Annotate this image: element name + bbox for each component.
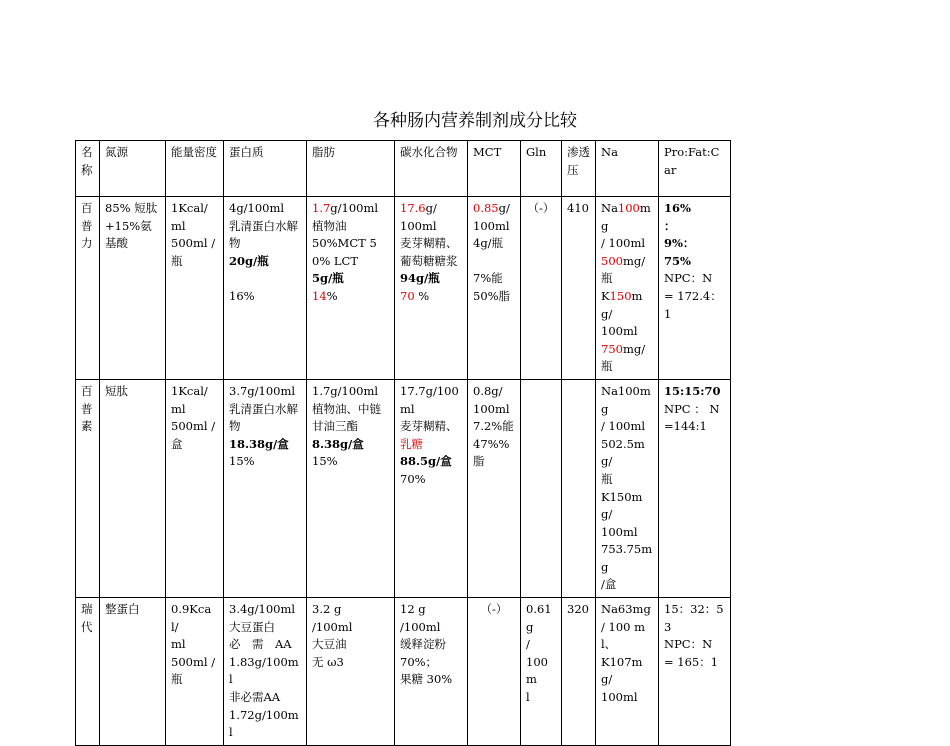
- table-cell: [596, 598, 659, 746]
- cell-line: [312, 619, 389, 637]
- cell-line: [171, 418, 218, 453]
- cell-text: 整蛋白: [105, 602, 140, 617]
- cell-line: [601, 418, 653, 436]
- document-title: 各种肠内营养制剂成分比较: [373, 111, 577, 131]
- cell-text: /100ml: [312, 619, 353, 634]
- cell-line: [400, 601, 462, 619]
- cell-line: [312, 401, 389, 436]
- table-cell: [307, 379, 395, 597]
- table-cell: [562, 598, 596, 746]
- table-cell: [659, 197, 731, 380]
- table-cell: [659, 598, 731, 746]
- cell-text: Na63mg / 100 ml、: [601, 602, 651, 652]
- table-cell: [521, 379, 562, 597]
- header-cell: 能量密度: [166, 141, 224, 197]
- cell-text: 3.2 g: [312, 602, 342, 617]
- table-cell: [166, 197, 224, 380]
- cell-text: 大豆蛋白: [229, 619, 275, 634]
- cell-line: [105, 601, 160, 619]
- cell-text: 非必需AA: [229, 690, 281, 705]
- cell-line: [601, 576, 653, 594]
- cell-line: [312, 235, 389, 270]
- cell-line: [526, 601, 556, 636]
- cell-text: 大豆油: [312, 637, 347, 652]
- cell-text: 94g/瓶: [400, 271, 440, 286]
- cell-text: 无 ω3: [312, 654, 344, 669]
- cell-line: [601, 383, 653, 418]
- cell-text: %: [414, 288, 430, 303]
- cell-text: （-）: [480, 602, 508, 617]
- cell-line: [229, 253, 301, 271]
- cell-line: [229, 453, 301, 471]
- cell-line: [400, 270, 462, 288]
- cell-line: [601, 436, 653, 471]
- cell-text: 瓶: [601, 471, 613, 486]
- cell-line: [601, 471, 653, 489]
- cell-line: [400, 418, 462, 436]
- cell-line: [229, 288, 301, 306]
- cell-text: 15:15:70: [664, 383, 721, 398]
- cell-line: [312, 200, 389, 218]
- cell-line: [601, 253, 653, 288]
- table-header-row: [76, 141, 731, 197]
- cell-text: 100ml: [601, 690, 638, 705]
- cell-line: [601, 654, 653, 689]
- cell-text: 3.7g/100ml: [229, 383, 296, 398]
- cell-line: [473, 401, 515, 419]
- cell-text: 5g/瓶: [312, 271, 344, 286]
- cell-text: K150mg/: [601, 489, 643, 522]
- cell-text: ml: [171, 637, 186, 652]
- cell-line: [171, 636, 218, 654]
- cell-text: / 100ml: [601, 419, 646, 434]
- cell-text: NPC ： N =144:1: [664, 401, 720, 434]
- cell-line: [601, 235, 653, 253]
- cell-text: 0.9Kcal/: [171, 602, 212, 634]
- cell-line: [473, 235, 515, 253]
- cell-line: [664, 636, 725, 671]
- table-cell: [521, 197, 562, 380]
- header-cell: 氮源: [100, 141, 166, 197]
- cell-text: 100ml: [400, 218, 437, 233]
- cell-line: [400, 383, 462, 418]
- cell-text: 70%；: [400, 654, 438, 669]
- cell-line: [400, 471, 462, 489]
- cell-line: [171, 383, 218, 418]
- cell-text: 502.5mg/: [601, 436, 645, 469]
- cell-text: 500ml / 瓶: [171, 654, 216, 687]
- cell-line: [473, 601, 515, 619]
- cell-line: [601, 341, 653, 376]
- cell-text: 1.72g/100ml: [229, 707, 299, 740]
- cell-line: [400, 654, 462, 672]
- header-cell: Gln: [521, 141, 562, 197]
- cell-line: [601, 689, 653, 707]
- cell-text: 0.8g/: [473, 383, 503, 398]
- table-cell: [596, 197, 659, 380]
- cell-text: 100ml: [473, 401, 510, 416]
- cell-line: [229, 200, 301, 218]
- table-cell: [468, 598, 521, 746]
- cell-line: [400, 200, 462, 218]
- cell-line: [312, 218, 389, 236]
- cell-line: [473, 270, 515, 288]
- cell-line: [664, 601, 725, 636]
- highlighted-value: 150: [609, 288, 632, 303]
- cell-text: 18.38g/盒: [229, 436, 289, 451]
- cell-line: [312, 654, 389, 672]
- header-cell: 脂肪: [307, 141, 395, 197]
- table-cell: [307, 598, 395, 746]
- cell-text: 9%：: [664, 236, 695, 251]
- cell-line: [400, 436, 462, 454]
- table-cell: [307, 197, 395, 380]
- cell-text: 短肽: [105, 383, 128, 398]
- cell-line: [473, 418, 515, 436]
- cell-text: 50%MCT 50% LCT: [312, 236, 377, 268]
- cell-text: 3.4g/100ml: [229, 602, 296, 617]
- cell-text: mg/瓶: [601, 253, 646, 286]
- cell-line: [171, 235, 218, 270]
- cell-line: [229, 601, 301, 619]
- cell-line: [229, 270, 301, 288]
- cell-text: 753.75mg: [601, 542, 653, 574]
- cell-line: [171, 200, 218, 235]
- highlighted-value: 100: [617, 201, 640, 215]
- cell-text: /: [526, 637, 530, 652]
- cell-text: g/: [425, 201, 437, 215]
- cell-line: [526, 200, 556, 218]
- cell-text: 植物油: [312, 218, 347, 233]
- cell-text: 320: [567, 602, 589, 617]
- cell-text: 50%脂: [473, 288, 511, 303]
- highlighted-value: 1.7: [312, 201, 331, 215]
- table-cell: [166, 379, 224, 597]
- cell-line: [664, 200, 725, 235]
- cell-line: [400, 619, 462, 637]
- cell-text: mg/瓶: [601, 341, 646, 374]
- cell-text: g/: [498, 201, 510, 215]
- table-cell: [562, 197, 596, 380]
- cell-text: NPC：N = 172.4：1: [664, 271, 722, 321]
- cell-text: 植物油、中链甘油三酯: [312, 401, 381, 434]
- cell-text: 15%: [229, 454, 255, 469]
- cell-text: 麦芽糊精、: [400, 419, 458, 434]
- header-cell: 名称: [76, 141, 100, 197]
- cell-line: [664, 270, 725, 323]
- cell-line: [601, 323, 653, 341]
- highlighted-value: 14: [312, 288, 327, 303]
- cell-line: [312, 270, 389, 288]
- cell-line: [526, 383, 556, 401]
- cell-text: 7%能: [473, 271, 503, 286]
- cell-text: K107mg/: [601, 654, 643, 687]
- cell-text: 17.7g/100ml: [400, 383, 459, 416]
- highlighted-value: 乳糖: [400, 436, 423, 451]
- cell-text: 12 g: [400, 602, 426, 617]
- cell-text: 500ml / 盒: [171, 419, 216, 451]
- cell-line: [664, 235, 725, 253]
- cell-line: [229, 689, 301, 707]
- cell-line: [473, 200, 515, 218]
- cell-line: [664, 383, 725, 401]
- cell-line: [105, 383, 160, 401]
- cell-line: [171, 601, 218, 636]
- highlighted-value: 70: [400, 288, 415, 303]
- cell-line: [229, 707, 301, 742]
- cell-text: 100ml: [473, 218, 510, 233]
- cell-line: [526, 636, 556, 654]
- cell-line: [601, 541, 653, 576]
- table-cell: [596, 379, 659, 597]
- cell-line: [312, 383, 389, 401]
- highlighted-value: 0.85: [473, 201, 499, 215]
- highlighted-value: 17.6: [400, 201, 426, 215]
- cell-line: [312, 436, 389, 454]
- cell-line: [526, 689, 556, 707]
- cell-line: [400, 288, 462, 306]
- header-cell: 碳水化合物: [395, 141, 468, 197]
- cell-text: 70%: [400, 471, 426, 486]
- cell-text: 必 需 AA: [229, 637, 292, 652]
- cell-text: l: [526, 690, 530, 705]
- cell-text: Na100mg: [601, 383, 651, 416]
- table-cell: [395, 197, 468, 380]
- cell-text: 0.61g: [526, 602, 552, 634]
- table-row: [76, 379, 731, 597]
- cell-text: 75%: [664, 253, 691, 268]
- table-cell: [100, 598, 166, 746]
- cell-text: 16%: [229, 288, 255, 303]
- cell-line: [601, 601, 653, 654]
- cell-line: [601, 288, 653, 323]
- cell-text: 100ml: [601, 324, 638, 339]
- cell-text: mg: [601, 201, 651, 233]
- cell-line: [400, 235, 462, 270]
- cell-text: 果糖 30%: [400, 672, 453, 687]
- cell-line: [473, 288, 515, 306]
- cell-text: 麦芽糊精、葡萄糖糖浆: [400, 236, 458, 268]
- cell-text: 47%%脂: [473, 436, 510, 469]
- cell-line: [312, 601, 389, 619]
- cell-text: / 100ml: [601, 236, 646, 251]
- table-body: [76, 141, 731, 746]
- cell-text: K: [601, 288, 610, 303]
- cell-line: [601, 200, 653, 235]
- cell-text: g/100ml: [330, 201, 379, 215]
- cell-text: 缓释淀粉: [400, 637, 446, 652]
- table-cell: [166, 598, 224, 746]
- cell-text: Na: [601, 201, 618, 215]
- cell-line: [229, 383, 301, 401]
- cell-text: 100m: [526, 654, 548, 687]
- cell-line: [664, 401, 725, 436]
- cell-line: [229, 218, 301, 253]
- cell-line: [601, 524, 653, 542]
- cell-text: NPC：N = 165：1: [664, 637, 719, 669]
- header-cell: 蛋白质: [224, 141, 307, 197]
- cell-line: [171, 654, 218, 689]
- product-name-cell: 百普素: [76, 379, 100, 597]
- cell-text: 500ml / 瓶: [171, 236, 216, 268]
- header-cell: MCT: [468, 141, 521, 197]
- cell-line: [567, 383, 590, 401]
- cell-line: [400, 636, 462, 654]
- table-cell: [224, 197, 307, 380]
- cell-line: [473, 436, 515, 471]
- header-cell: Pro:Fat:Car: [659, 141, 731, 197]
- cell-text: /盒: [601, 577, 617, 592]
- highlighted-value: 750: [601, 341, 623, 356]
- cell-text: 乳清蛋白水解物: [229, 401, 298, 434]
- table-cell: [562, 379, 596, 597]
- cell-text: 410: [567, 201, 589, 215]
- cell-text: 100ml: [601, 524, 638, 539]
- cell-line: [567, 200, 590, 218]
- cell-line: [105, 200, 160, 253]
- cell-text: 1.7g/100ml: [312, 383, 379, 398]
- table-cell: [224, 379, 307, 597]
- cell-text: 8.38g/盒: [312, 436, 364, 451]
- cell-line: [664, 253, 725, 271]
- cell-line: [567, 601, 590, 619]
- cell-text: （-）: [527, 201, 555, 215]
- cell-line: [400, 218, 462, 236]
- cell-line: [312, 636, 389, 654]
- table-row: [76, 197, 731, 380]
- cell-text: 4g/100ml: [229, 201, 285, 215]
- cell-line: [473, 383, 515, 401]
- cell-text: mg/: [601, 288, 643, 321]
- table-cell: [395, 379, 468, 597]
- product-name-cell: 瑞代: [76, 598, 100, 746]
- cell-text: 20g/瓶: [229, 253, 269, 268]
- cell-text: 4g/瓶: [473, 236, 504, 251]
- table-cell: [224, 598, 307, 746]
- table-row: [76, 598, 731, 746]
- cell-line: [229, 436, 301, 454]
- cell-text: 1.83g/100ml: [229, 654, 299, 687]
- cell-line: [312, 453, 389, 471]
- cell-text: 88.5g/盒: [400, 454, 452, 469]
- cell-text: %: [326, 288, 338, 303]
- header-cell: 渗透压: [562, 141, 596, 197]
- comparison-table: [75, 140, 731, 746]
- cell-line: [312, 288, 389, 306]
- product-name-cell: 百普力: [76, 197, 100, 380]
- cell-line: [229, 401, 301, 436]
- table-cell: [468, 379, 521, 597]
- cell-text: 1Kcal/ml: [171, 383, 208, 416]
- cell-text: 15%: [312, 454, 338, 469]
- highlighted-value: 500: [601, 253, 623, 268]
- cell-text: /100ml: [400, 619, 441, 634]
- table-cell: [521, 598, 562, 746]
- cell-line: [229, 654, 301, 689]
- table-cell: [395, 598, 468, 746]
- cell-line: [229, 636, 301, 654]
- cell-line: [229, 619, 301, 637]
- cell-text: 15：32：53: [664, 602, 724, 634]
- cell-text: 85% 短肽+15%氨基酸: [105, 201, 158, 251]
- cell-line: [526, 654, 556, 689]
- header-cell: Na: [596, 141, 659, 197]
- table-cell: [100, 379, 166, 597]
- table-cell: [468, 197, 521, 380]
- cell-text: 1Kcal/ml: [171, 201, 208, 233]
- cell-line: [473, 218, 515, 236]
- cell-line: [601, 489, 653, 524]
- table-cell: [100, 197, 166, 380]
- table-cell: [659, 379, 731, 597]
- cell-line: [400, 453, 462, 471]
- cell-text: 乳清蛋白水解物: [229, 218, 298, 251]
- cell-text: 16% ：: [664, 201, 714, 233]
- cell-line: [400, 671, 462, 689]
- cell-text: 7.2%能: [473, 419, 514, 434]
- cell-line: [473, 253, 515, 271]
